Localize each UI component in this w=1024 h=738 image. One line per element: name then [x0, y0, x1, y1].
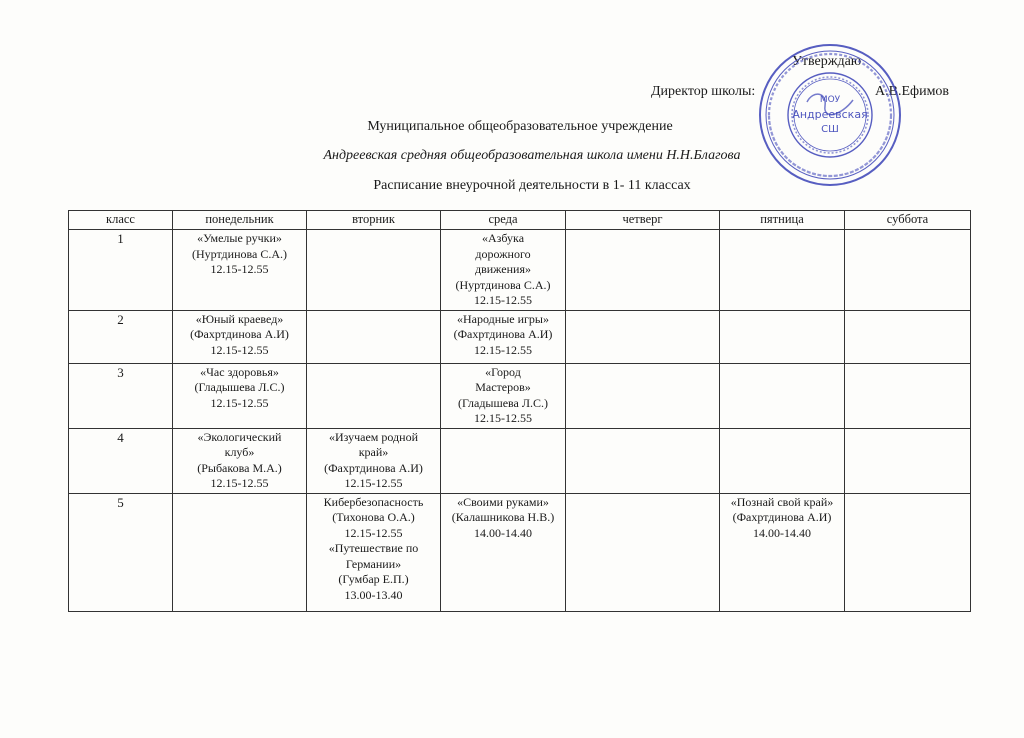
activity-line: 12.15-12.55 [474, 411, 532, 425]
approval-label: Утверждаю [792, 54, 862, 69]
column-header: пятница [720, 211, 845, 230]
table-header-row [69, 211, 971, 230]
schedule-cell-thu [566, 230, 720, 311]
table-row [69, 428, 971, 493]
schedule-cell-mon [173, 363, 307, 428]
activity-line: дорожного [475, 246, 531, 261]
column-header: четверг [566, 211, 720, 230]
activity-line: (Фахртдинова А.И) [190, 327, 289, 341]
director-name: А.В.Ефимов [875, 84, 950, 99]
activity-line: 12.15-12.55 [344, 525, 403, 540]
column-header: класс [69, 211, 173, 230]
schedule-cell-mon [173, 310, 307, 363]
schedule-cell-mon [173, 230, 307, 311]
table-row [69, 230, 971, 311]
column-header: суббота [845, 211, 971, 230]
activity-line: «Изучаем родной [328, 429, 419, 444]
activity-line: клуб» [224, 445, 255, 459]
schedule-cell-sat [845, 493, 971, 611]
activity-line: 13.00-13.40 [344, 587, 403, 602]
class-number-cell: 3 [69, 363, 173, 428]
class-number-cell: 2 [69, 310, 173, 363]
activity-line: Кибербезопасность [323, 494, 424, 509]
schedule-body [69, 230, 971, 612]
schedule-cell-sat [845, 230, 971, 311]
institution-name: Андреевская средняя общеобразовательная школа имени Н.Н.Благова [323, 148, 741, 163]
table-row [69, 493, 971, 611]
activity-line: 14.00-14.40 [753, 525, 811, 540]
activity-line: 12.15-12.55 [210, 395, 269, 410]
schedule-cell-fri [720, 363, 845, 428]
activity-line: Мастеров» [475, 380, 531, 394]
activity-line: Германии» [345, 556, 402, 571]
activity-line: 12.15-12.55 [474, 293, 532, 307]
activity-line: край» [358, 445, 389, 459]
director-label: Директор школы: [651, 84, 756, 99]
schedule-cell-thu [566, 493, 720, 611]
table-row [69, 363, 971, 428]
schedule-cell-fri [720, 493, 845, 611]
activity-line: 12.15-12.55 [344, 476, 403, 490]
activity-line: (Гладышева Л.С.) [194, 380, 285, 394]
activity-line: (Гладышева Л.С.) [457, 395, 549, 410]
activity-line: «Умелые ручки» [197, 231, 282, 245]
activity-line: (Нуртдинова С.А.) [191, 246, 288, 261]
class-number-cell: 1 [69, 230, 173, 311]
class-number-cell: 5 [69, 493, 173, 611]
schedule-cell-tue [307, 310, 441, 363]
activity-line: 12.15-12.55 [210, 342, 269, 357]
activity-line: движения» [474, 262, 531, 276]
activity-line: «Экологический [197, 429, 282, 444]
activity-line: «Город [485, 364, 521, 379]
schedule-cell-mon [173, 428, 307, 493]
schedule-cell-wed [441, 428, 566, 493]
schedule-cell-thu [566, 428, 720, 493]
activity-line: (Гумбар Е.П.) [338, 572, 409, 586]
schedule-cell-tue [307, 363, 441, 428]
schedule-cell-wed [441, 363, 566, 428]
schedule-cell-tue [307, 428, 441, 493]
schedule-cell-fri [720, 230, 845, 311]
stamp-center-line3: СШ [821, 124, 839, 135]
activity-line: 12.15-12.55 [474, 342, 532, 357]
school-stamp [755, 40, 905, 190]
column-header: среда [441, 211, 566, 230]
schedule-cell-fri [720, 428, 845, 493]
activity-line: (Фахртдинова А.И) [324, 460, 423, 475]
activity-line: (Тихонова О.А.) [332, 510, 415, 524]
schedule-cell-wed [441, 230, 566, 311]
activity-line: «Азбука [481, 231, 525, 245]
activity-line: (Нуртдинова С.А.) [455, 277, 551, 292]
schedule-cell-wed [441, 493, 566, 611]
schedule-table [68, 210, 971, 612]
stamp-center-line1: МОУ [819, 95, 841, 105]
schedule-cell-fri [720, 310, 845, 363]
column-header: понедельник [173, 211, 307, 230]
schedule-cell-tue [307, 230, 441, 311]
schedule-cell-sat [845, 363, 971, 428]
schedule-cell-mon [173, 493, 307, 611]
stamp-center-line2: Андреевская [792, 108, 868, 121]
schedule-title: Расписание внеурочной деятельности в 1- 11 классах [373, 178, 691, 193]
class-number-cell: 4 [69, 428, 173, 493]
activity-line: (Фахртдинова А.И) [732, 510, 832, 524]
table-row [69, 310, 971, 363]
schedule-cell-tue [307, 493, 441, 611]
schedule-cell-thu [566, 363, 720, 428]
schedule-cell-sat [845, 310, 971, 363]
schedule-cell-thu [566, 310, 720, 363]
activity-line: (Калашникова Н.В.) [451, 510, 555, 524]
activity-line: 12.15-12.55 [210, 476, 269, 490]
schedule-cell-sat [845, 428, 971, 493]
column-header: вторник [307, 211, 441, 230]
activity-line: (Фахртдинова А.И) [453, 327, 553, 341]
activity-line: «Час здоровья» [200, 364, 279, 379]
activity-line: «Познай свой край» [730, 494, 834, 509]
activity-line: «Путешествие по [328, 541, 419, 555]
activity-line: «Своими руками» [457, 494, 549, 509]
activity-line: (Рыбакова М.А.) [197, 460, 282, 475]
institution-type: Муниципальное общеобразовательное учреждение [367, 119, 673, 134]
activity-line: «Народные игры» [457, 311, 549, 326]
activity-line: «Юный краевед» [195, 311, 284, 326]
activity-line: 14.00-14.40 [474, 525, 532, 540]
activity-line: 12.15-12.55 [210, 262, 269, 276]
schedule-cell-wed [441, 310, 566, 363]
